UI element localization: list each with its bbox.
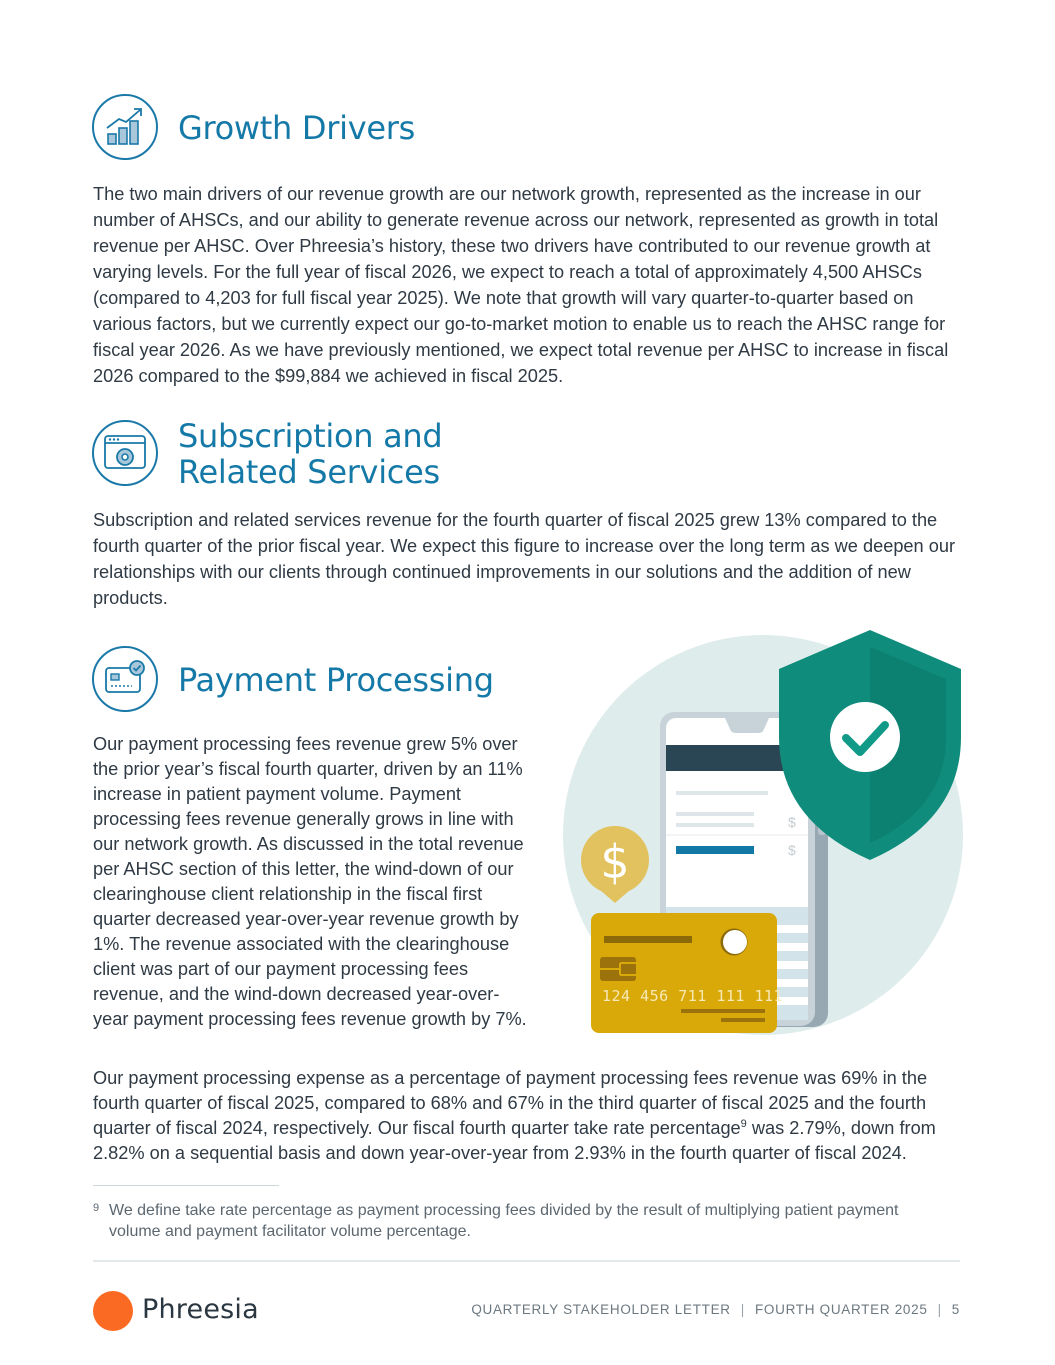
footer-quarter: FOURTH QUARTER 2025 bbox=[754, 1302, 928, 1317]
section-title-growth: Growth Drivers bbox=[178, 109, 415, 147]
footnote-mark: 9 bbox=[93, 1202, 100, 1214]
section-title-line2: Related Services bbox=[178, 453, 440, 491]
card-check-icon bbox=[92, 646, 158, 712]
footnote-text: We define take rate percentage as payment processing fees divided by the result of multiplying patient payment volume and payment facilitator volume percentage. bbox=[109, 1202, 899, 1240]
payment-paragraph-1: Our payment processing fees revenue grew 5% over the prior year’s fiscal fourth quarter, driven by an 11% increase in patient payment volume. Payment processing fees revenue generally grows in line with our network growth. As discussed in the total revenue per AHSC section of this letter, the wind-down of our clearinghouse client relationship in the fiscal first quarter decreased year-over-year revenue growth by 1%. The revenue associated with the clearinghouse client was part of our payment processing fees revenue, and the wind-down decreased year-over-year payment processing fees revenue growth by 7%. bbox=[93, 734, 527, 1029]
brand-name: Phreesia bbox=[142, 1294, 259, 1325]
footer-letter-title: QUARTERLY STAKEHOLDER LETTER bbox=[471, 1302, 731, 1317]
footnote-reference[interactable]: 9 bbox=[740, 1117, 747, 1130]
row-currency-2: $ bbox=[788, 842, 796, 858]
card-number: 124 456 711 111 111 bbox=[602, 987, 784, 1005]
payment-paragraph-2 bbox=[93, 1066, 963, 1166]
growth-chart-icon bbox=[92, 94, 158, 160]
browser-gear-icon bbox=[92, 420, 158, 486]
row-currency-1: $ bbox=[788, 814, 796, 830]
growth-paragraph: The two main drivers of our revenue growth are our network growth, represented as the increase in our number of AHSCs, and our ability to generate revenue across our network, represented as growth in total revenue per AHSC. Over Phreesia’s history, these two drivers have contributed to our revenue growth at varying levels. For the full year of fiscal 2026, we expect to reach a total of approximately 4,500 AHSCs (compared to 4,203 for full fiscal year 2025). We note that growth will vary quarter-to-quarter based on various factors, but we currently expect our go-to-market motion to enable us to reach the AHSC range for fiscal year 2026. As we have previously mentioned, we expect total revenue per AHSC to increase in fiscal 2026 compared to the $99,884 we achieved in fiscal 2025. bbox=[93, 184, 949, 386]
credit-card-illustration bbox=[591, 913, 783, 1033]
footer-divider bbox=[93, 1260, 960, 1262]
footnote bbox=[93, 1200, 933, 1242]
footer-separator: | bbox=[937, 1302, 942, 1317]
payment-paragraph-2-text: Our payment processing expense as a percentage of payment processing fees revenue was 69% in the fourth quarter of fiscal 2025, compared to 68% and 67% in the third quarter of fiscal 2025 and the fourth quarter of fiscal 2024, respectively. Our fiscal fourth quarter take rate percentage bbox=[93, 1068, 928, 1138]
section-title-payment: Payment Processing bbox=[178, 661, 494, 699]
coin-currency-symbol: $ bbox=[600, 835, 630, 889]
section-title-subscription bbox=[178, 418, 442, 490]
subscription-paragraph: Subscription and related services revenue for the fourth quarter of fiscal 2025 grew 13% compared to the fourth quarter of the prior fiscal year. We expect this figure to increase over the long term as we deepen our relationships with our clients through continued improvements in our solutions and the addition of new products. bbox=[93, 510, 956, 608]
payment-illustration bbox=[560, 625, 965, 1035]
payment-paragraph-2-text-end: was 2.79%, down from 2.82% on a sequential basis and down year-over-year from 2.93% in the fourth quarter of fiscal 2024. bbox=[93, 1118, 936, 1163]
footnote-divider bbox=[93, 1185, 279, 1186]
phreesia-logo-icon bbox=[93, 1291, 133, 1331]
page-number: 5 bbox=[951, 1302, 960, 1317]
footer-meta bbox=[471, 1302, 960, 1317]
section-title-line1: Subscription and bbox=[178, 417, 443, 455]
footer-separator: | bbox=[740, 1302, 745, 1317]
